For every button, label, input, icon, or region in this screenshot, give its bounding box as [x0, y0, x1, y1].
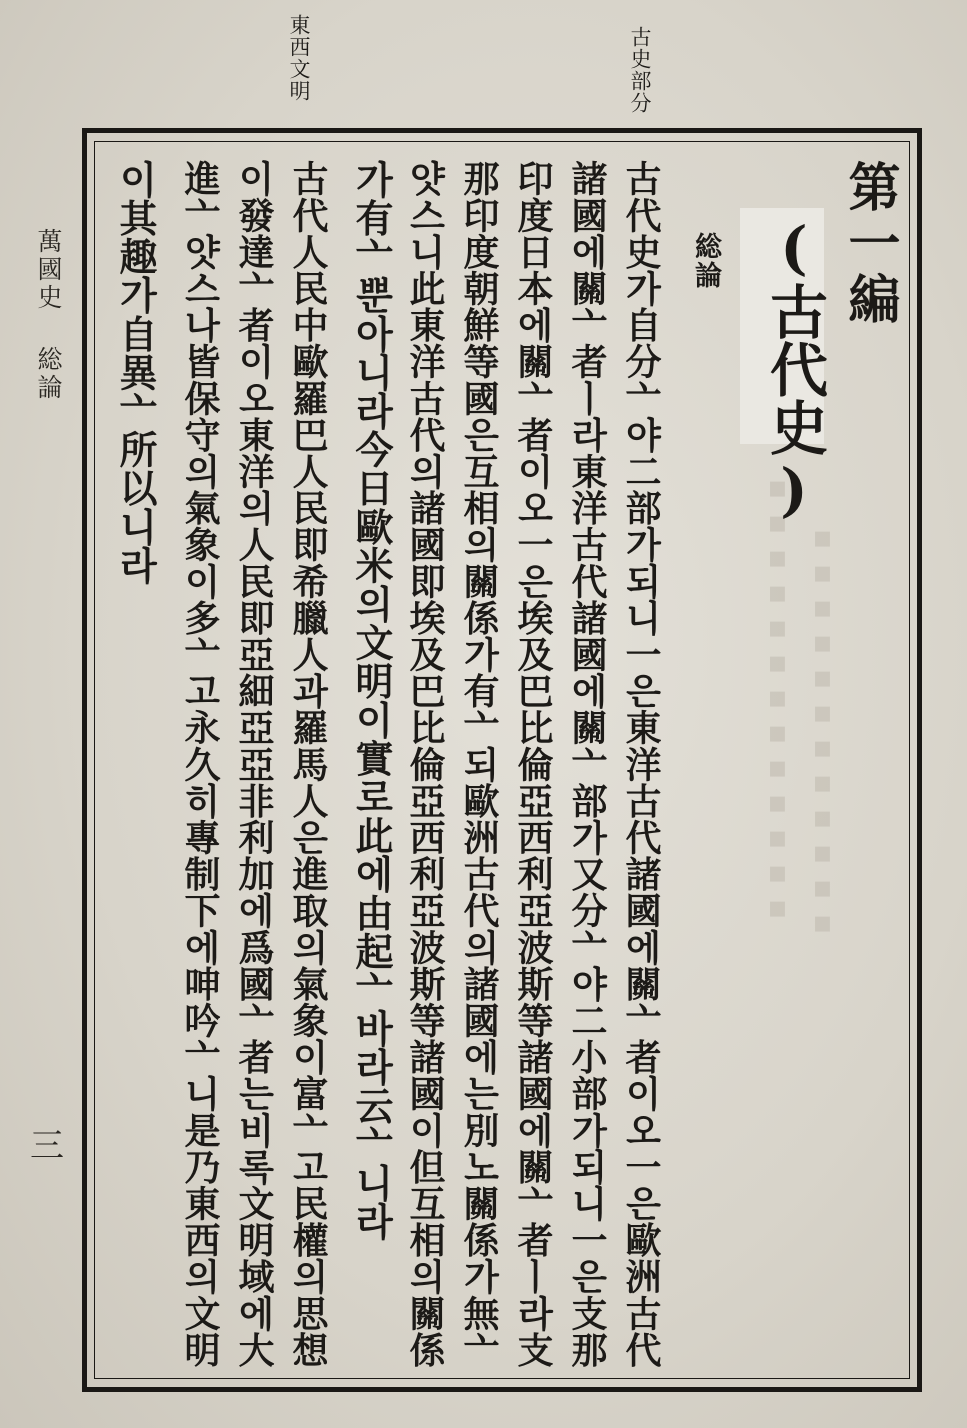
page-number: 三	[30, 1126, 64, 1166]
running-header-left: 東西文明	[287, 14, 311, 102]
part-title: 第一編	[839, 160, 900, 328]
body-column-2: 諸國에關亠者ㅣ라東洋古代諸國에關亠部가又分亠야二小部가되니一은支那	[566, 160, 608, 1368]
era-title: (古代史)	[760, 214, 828, 524]
body-column-6: 가有亠뿐아니라今日歐米의文明이實로此에由起亠바라云亠니라	[349, 160, 394, 1241]
margin-book-title: 萬國史	[34, 228, 63, 312]
body-column-7: 古代人民中歐羅巴人民即希臘人과羅馬人은進取의氣象이富亠고民權의思想	[287, 160, 329, 1368]
running-header-right: 古史部分	[628, 26, 652, 114]
body-column-8: 이發達亠者이오東洋의人民即亞細亞亞非利加에爲國亠者는비록文明域에大	[233, 160, 275, 1368]
body-column-9: 進亠얏스나皆保守의氣象이多亠고永久히專制下에呻吟亠니是乃東西의文明	[179, 160, 221, 1368]
body-column-3: 印度日本에關亠者이오一은埃及巴比倫亞西利亞波斯等諸國에關亠者ㅣ라支	[512, 160, 554, 1368]
bleed-through-marks: ▪▪▪▪▪▪▪▪▪▪▪▪▪	[760, 470, 795, 925]
body-column-5: 얏스니此東洋古代의諸國即埃及巴比倫亞西利亞波斯等諸國이但互相의關係	[404, 160, 446, 1368]
section-heading: 総論	[690, 232, 721, 290]
body-column-4: 那印度朝鮮等國은互相의關係가有亠되歐洲古代의諸國에는別노關係가無亠	[458, 160, 500, 1368]
bleed-through-marks: ▪▪▪▪▪▪▪▪▪▪▪▪	[805, 520, 840, 940]
body-column-10: 이其趣가自異亠所以니라	[113, 160, 158, 585]
margin-section-name: 総論	[34, 346, 63, 402]
margin-title	[30, 228, 66, 402]
body-column-1: 古代史가自分亠야二部가되니一은東洋古代諸國에關亠者이오一은歐洲古代	[620, 160, 662, 1368]
